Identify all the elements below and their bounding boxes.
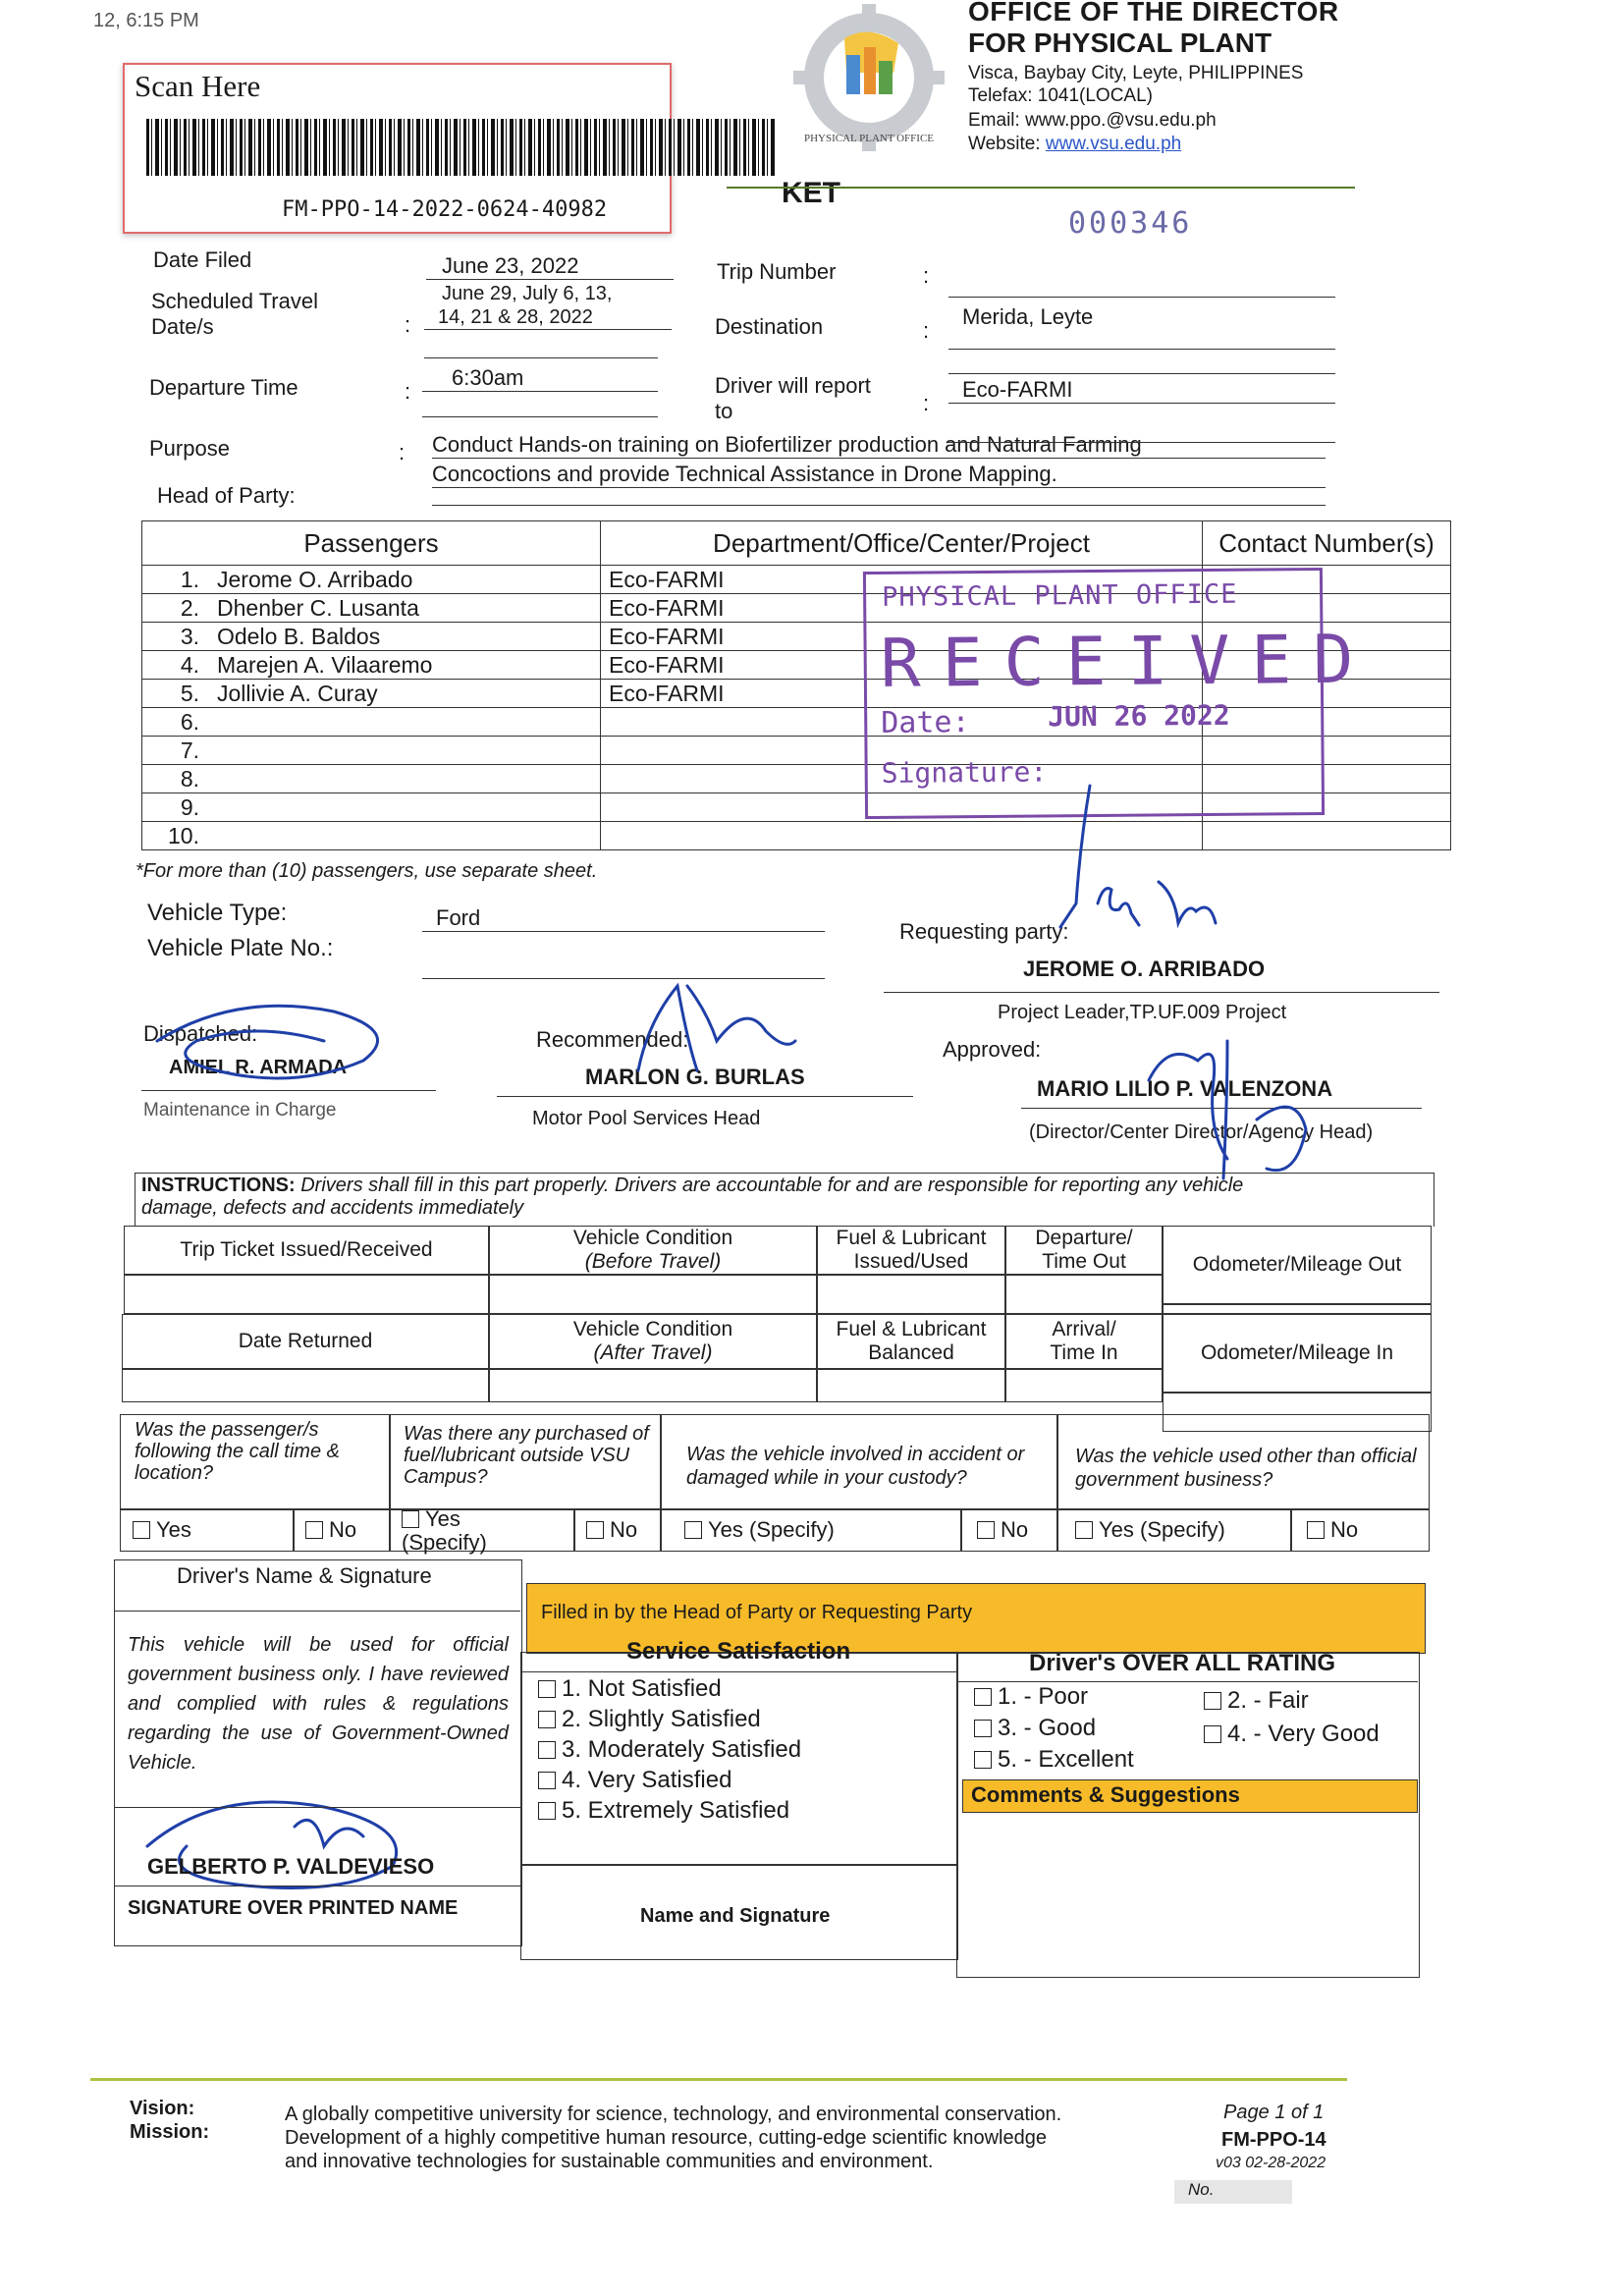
q2-yes-label: Yes: [425, 1506, 460, 1531]
instructions-label: INSTRUCTIONS:: [141, 1175, 296, 1196]
odometer-in-header: [1163, 1314, 1432, 1393]
driver-report-colon: :: [923, 391, 930, 415]
date-returned-label: Date Returned: [238, 1329, 373, 1352]
checkbox-icon[interactable]: [1075, 1521, 1093, 1539]
row-number: 7.: [180, 737, 199, 763]
approved-name: MARIO LILIO P. VALENZONA: [1037, 1076, 1333, 1101]
name-sig-label: Name and Signature: [640, 1905, 831, 1927]
stamp-date-value: JUN 26 2022: [1048, 698, 1230, 734]
instructions-box: [135, 1173, 1435, 1227]
service-item[interactable]: [538, 1765, 801, 1795]
driver-report-label-1: Driver will report: [715, 373, 871, 398]
office-address: Visca, Baybay City, Leyte, PHILIPPINES: [968, 63, 1304, 83]
q2-yes-cell[interactable]: [389, 1506, 575, 1556]
rating-label: 4. - Very Good: [1227, 1721, 1380, 1747]
driver-name: GELBERTO P. VALDEVIESO: [147, 1854, 435, 1879]
trip-ticket-issued-label: Trip Ticket Issued/Received: [180, 1237, 433, 1261]
departure-label-cell: Departure/: [1035, 1226, 1133, 1249]
website-link[interactable]: www.vsu.edu.ph: [1045, 134, 1182, 154]
requesting-title: Project Leader,TP.UF.009 Project: [998, 1002, 1287, 1023]
rating-header-divider: [956, 1681, 1418, 1682]
passenger-name: Odelo B. Baldos: [217, 623, 381, 649]
passenger-dept: Eco-FARMI: [601, 651, 1203, 680]
website-label: Website:: [968, 134, 1046, 154]
passenger-name: Marejen A. Vilaaremo: [217, 651, 433, 678]
scan-label: Scan Here: [135, 69, 261, 103]
sched-value-1: June 29, July 6, 13,: [442, 283, 613, 304]
checkbox-icon[interactable]: [133, 1521, 150, 1539]
checkbox-icon[interactable]: [977, 1521, 995, 1539]
trip-number-colon: :: [923, 263, 930, 288]
fuel-balanced-field[interactable]: [817, 1369, 1005, 1402]
q4-no-label: No: [1330, 1517, 1359, 1542]
service-item[interactable]: [538, 1704, 801, 1734]
service-item[interactable]: [538, 1795, 801, 1826]
passengers-header: Passengers: [142, 521, 601, 566]
service-header-divider: [520, 1671, 956, 1672]
vehicle-type-label: Vehicle Type:: [147, 900, 288, 926]
comments-field[interactable]: [962, 1811, 1416, 1974]
checkbox-icon[interactable]: [1307, 1521, 1325, 1539]
stamp-date-label: Date:: [881, 705, 970, 740]
row-number: 8.: [180, 765, 199, 792]
question-2: Was there any purchased of fuel/lubricant outside VSU Campus?: [404, 1423, 649, 1488]
head-of-party-label: Head of Party:: [157, 483, 296, 508]
stamp-office: PHYSICAL PLANT OFFICE: [882, 578, 1238, 613]
row-number: 4.: [180, 651, 199, 678]
driver-report-label-2: to: [715, 399, 733, 423]
q3-yes-label: Yes (Specify): [708, 1517, 835, 1542]
trip-ticket-issued-header: [124, 1226, 489, 1275]
dispatched-label: Dispatched:: [143, 1021, 258, 1046]
department-header: Department/Office/Center/Project: [601, 521, 1203, 566]
approved-label: Approved:: [943, 1037, 1042, 1062]
dispatched-title: Maintenance in Charge: [143, 1100, 337, 1121]
mission-text-2: and innovative technologies for sustainable communities and environment.: [285, 2151, 934, 2172]
vehicle-type-value: Ford: [422, 905, 825, 932]
service-item-label: 5. Extremely Satisfied: [562, 1797, 790, 1824]
row-number: 9.: [180, 793, 199, 820]
head-party-banner-text: Filled in by the Head of Party or Requesting Party: [541, 1602, 973, 1623]
row-number: 2.: [180, 594, 199, 621]
q3-yes-cell[interactable]: [660, 1508, 962, 1552]
checkbox-icon[interactable]: [586, 1521, 604, 1539]
checkbox-icon[interactable]: [974, 1688, 992, 1706]
odometer-out-label: Odometer/Mileage Out: [1192, 1252, 1402, 1276]
rating-label: 2. - Fair: [1227, 1687, 1309, 1714]
issued-used-label: Issued/Used: [853, 1250, 969, 1273]
checkbox-icon[interactable]: [305, 1521, 323, 1539]
date-filed-value: June 23, 2022: [426, 253, 674, 280]
question-1-box: [120, 1414, 391, 1510]
instructions-line-1: [141, 1175, 1243, 1197]
time-out-label: Time Out: [1042, 1250, 1126, 1273]
rating-item-2[interactable]: [1204, 1687, 1309, 1715]
driver-sig-label: SIGNATURE OVER PRINTED NAME: [128, 1897, 459, 1919]
passenger-name: Jollivie A. Curay: [217, 680, 378, 706]
service-items: [538, 1673, 801, 1826]
row-number: 1.: [180, 566, 199, 592]
row-number: 6.: [180, 708, 199, 735]
departure-time-out-header: [1005, 1226, 1163, 1275]
rating-item-5[interactable]: [974, 1746, 1134, 1774]
sched-value-2: 14, 21 & 28, 2022: [424, 306, 672, 330]
vision-text: A globally competitive university for science, technology, and environmental conservation.: [285, 2104, 1062, 2125]
rating-label: 1. - Poor: [998, 1683, 1089, 1710]
purpose-label: Purpose: [149, 436, 230, 461]
date-filed-label: Date Filed: [153, 247, 252, 272]
vehicle-condition-after-label: Vehicle Condition: [572, 1317, 733, 1340]
checkbox-icon[interactable]: [538, 1711, 556, 1728]
checkbox-icon[interactable]: [974, 1720, 992, 1737]
dispatched-name: AMIEL R. ARMADA: [169, 1057, 348, 1078]
form-version: v03 02-28-2022: [1216, 2155, 1326, 2171]
time-in-field[interactable]: [1005, 1369, 1163, 1402]
vehicle-plate-label: Vehicle Plate No.:: [147, 935, 334, 961]
date-returned-header: [122, 1314, 489, 1369]
checkbox-icon[interactable]: [538, 1802, 556, 1820]
driver-header-divider: [114, 1611, 520, 1612]
checkbox-icon[interactable]: [974, 1751, 992, 1769]
date-returned-field[interactable]: [122, 1369, 489, 1402]
q1-no-cell[interactable]: [293, 1508, 391, 1552]
time-out-field[interactable]: [1005, 1275, 1163, 1314]
odometer-out-field[interactable]: [1163, 1304, 1432, 1314]
row-number: 3.: [180, 623, 199, 649]
logo-text: PHYSICAL PLANT OFFICE: [803, 133, 935, 144]
office-telefax: Telefax: 1041(LOCAL): [968, 85, 1153, 106]
service-item[interactable]: [538, 1734, 801, 1765]
checkbox-icon[interactable]: [1204, 1725, 1221, 1743]
vision-label: Vision:: [130, 2098, 195, 2119]
service-item-label: 3. Moderately Satisfied: [562, 1736, 802, 1763]
q4-yes-label: Yes (Specify): [1099, 1517, 1225, 1542]
rating-item-1[interactable]: [974, 1683, 1088, 1711]
q2-no-cell[interactable]: [573, 1508, 662, 1552]
question-3-box: [660, 1414, 1058, 1510]
passengers-note: *For more than (10) passengers, use separate sheet.: [135, 860, 598, 882]
barcode-text: FM-PPO-14-2022-0624-40982: [282, 197, 608, 222]
balanced-label: Balanced: [868, 1341, 954, 1364]
fuel-lubricant-label: Fuel & Lubricant: [836, 1226, 987, 1249]
passenger-name: Jerome O. Arribado: [217, 566, 413, 592]
passenger-dept: Eco-FARMI: [601, 623, 1203, 651]
sched-label-2: Date/s: [151, 314, 214, 339]
destination-label: Destination: [715, 314, 824, 339]
question-4-box: [1056, 1414, 1430, 1510]
odometer-out-header: [1163, 1226, 1432, 1304]
checkbox-icon[interactable]: [1204, 1692, 1221, 1710]
recommended-name: MARLON G. BURLAS: [585, 1065, 805, 1089]
office-email: Email: www.ppo.@vsu.edu.ph: [968, 110, 1217, 131]
passenger-dept: Eco-FARMI: [601, 566, 1203, 594]
service-item[interactable]: [538, 1673, 801, 1704]
arrival-label: Arrival/: [1052, 1317, 1116, 1340]
recommended-title: Motor Pool Services Head: [532, 1108, 761, 1129]
instructions-text-1: Drivers shall fill in this part properly. Drivers are accountable for and are responsible for reporting any vehicle: [300, 1175, 1244, 1196]
fuel-issued-header: [817, 1226, 1005, 1275]
driver-header: Driver's Name & Signature: [177, 1563, 432, 1588]
fuel-lubricant-label-2: Fuel & Lubricant: [836, 1317, 987, 1340]
sched-label-1: Scheduled Travel: [151, 289, 318, 313]
service-item-label: 4. Very Satisfied: [562, 1767, 732, 1793]
departure-value: 6:30am: [422, 365, 658, 392]
driver-statement-divider: [114, 1807, 520, 1808]
arrival-time-in-header: [1005, 1314, 1163, 1369]
checkbox-icon[interactable]: [402, 1510, 419, 1528]
checkbox-icon[interactable]: [538, 1680, 556, 1698]
q1-yes-label: Yes: [156, 1517, 191, 1542]
instructions-line-2: damage, defects and accidents immediately: [141, 1197, 524, 1219]
trip-number-label: Trip Number: [717, 259, 837, 284]
question-4: Was the vehicle used other than official government business?: [1075, 1446, 1417, 1491]
mission-label: Mission:: [130, 2121, 210, 2143]
rating-label: 5. - Excellent: [998, 1746, 1134, 1773]
service-header: Service Satisfaction: [626, 1638, 851, 1665]
service-item-label: 1. Not Satisfied: [562, 1675, 722, 1702]
stamp-received: RECEIVED: [880, 621, 1376, 703]
odometer-in-label: Odometer/Mileage In: [1200, 1340, 1394, 1364]
purpose-line-1: Conduct Hands-on training on Biofertilizer production and Natural Farming: [432, 432, 1326, 459]
driver-statement: This vehicle will be used for official government business only. I have reviewed and complied with rules & regulations regarding the use of Government-Owned Vehicle.: [128, 1634, 509, 1774]
sched-colon: :: [405, 312, 411, 337]
vehicle-condition-after-header: [489, 1314, 817, 1369]
departure-label: Departure Time: [149, 375, 298, 400]
mission-text-1: Development of a highly competitive human resource, cutting-edge scientific knowledge: [285, 2127, 1047, 2149]
driver-report-value: Eco-FARMI: [948, 377, 1335, 404]
trip-ticket-issued-field[interactable]: [124, 1275, 489, 1314]
destination-colon: :: [923, 318, 930, 343]
no-field[interactable]: [1174, 2180, 1292, 2204]
question-1: Was the passenger/s following the call time & location?: [135, 1419, 340, 1484]
office-title-1: OFFICE OF THE DIRECTOR: [968, 0, 1339, 27]
purpose-colon: :: [399, 440, 406, 465]
q2-specify-label: (Specify): [402, 1530, 487, 1556]
rating-item-3[interactable]: [974, 1715, 1096, 1742]
vehicle-condition-label: Vehicle Condition: [572, 1226, 733, 1249]
before-travel-label: (Before Travel): [584, 1250, 722, 1273]
q1-no-label: No: [329, 1517, 357, 1542]
vehicle-condition-before-header: [489, 1226, 817, 1275]
passenger-name: Dhenber C. Lusanta: [217, 594, 419, 621]
comments-header: Comments & Suggestions: [971, 1782, 1240, 1807]
time-in-label: Time In: [1050, 1341, 1118, 1364]
destination-value: Merida, Leyte: [948, 304, 1335, 350]
rating-item-4[interactable]: [1204, 1721, 1380, 1748]
purpose-line-2: Concoctions and provide Technical Assistance in Drone Mapping.: [432, 462, 1326, 488]
row-number: 10.: [168, 822, 199, 848]
q4-yes-cell[interactable]: [1056, 1508, 1292, 1552]
page-number: Page 1 of 1: [1223, 2102, 1325, 2123]
requesting-label: Requesting party:: [899, 919, 1069, 944]
vehicle-condition-after-field[interactable]: [489, 1369, 817, 1402]
q2-no-label: No: [610, 1517, 638, 1542]
service-item-label: 2. Slightly Satisfied: [562, 1706, 761, 1732]
passenger-dept: Eco-FARMI: [601, 680, 1203, 708]
question-3: Was the vehicle involved in accident or damaged while in your custody?: [686, 1444, 1025, 1489]
comments-banner: [962, 1779, 1418, 1813]
serial-number: 000346: [1068, 206, 1193, 241]
no-label: No.: [1188, 2180, 1215, 2199]
footer-rule: [90, 2078, 1347, 2081]
contact-header: Contact Number(s): [1203, 521, 1451, 566]
q4-no-cell[interactable]: [1290, 1508, 1430, 1552]
departure-colon: :: [405, 379, 411, 404]
checkbox-icon[interactable]: [538, 1741, 556, 1759]
rating-header: Driver's OVER ALL RATING: [1029, 1650, 1335, 1676]
row-number: 5.: [180, 680, 199, 706]
after-travel-label: (After Travel): [593, 1341, 713, 1364]
q3-no-label: No: [1001, 1517, 1029, 1542]
ticket-suffix: KET: [782, 177, 840, 209]
q3-no-cell[interactable]: [960, 1508, 1058, 1552]
stamp-signature-label: Signature:: [881, 755, 1048, 790]
passenger-dept: Eco-FARMI: [601, 594, 1203, 623]
form-code: FM-PPO-14: [1221, 2129, 1326, 2151]
requesting-name: JEROME O. ARRIBADO: [1023, 957, 1266, 981]
checkbox-icon[interactable]: [538, 1772, 556, 1789]
vehicle-condition-before-field[interactable]: [489, 1275, 817, 1314]
rating-label: 3. - Good: [998, 1715, 1097, 1741]
question-2-box: [389, 1414, 662, 1510]
recommended-label: Recommended:: [536, 1027, 689, 1052]
corner-time: 12, 6:15 PM: [93, 10, 199, 31]
office-title-2: FOR PHYSICAL PLANT: [968, 27, 1272, 58]
approved-title: (Director/Center Director/Agency Head): [1029, 1121, 1374, 1143]
fuel-balanced-header: [817, 1314, 1005, 1369]
q1-yes-cell[interactable]: [120, 1508, 295, 1552]
checkbox-icon[interactable]: [684, 1521, 702, 1539]
fuel-issued-field[interactable]: [817, 1275, 1005, 1314]
